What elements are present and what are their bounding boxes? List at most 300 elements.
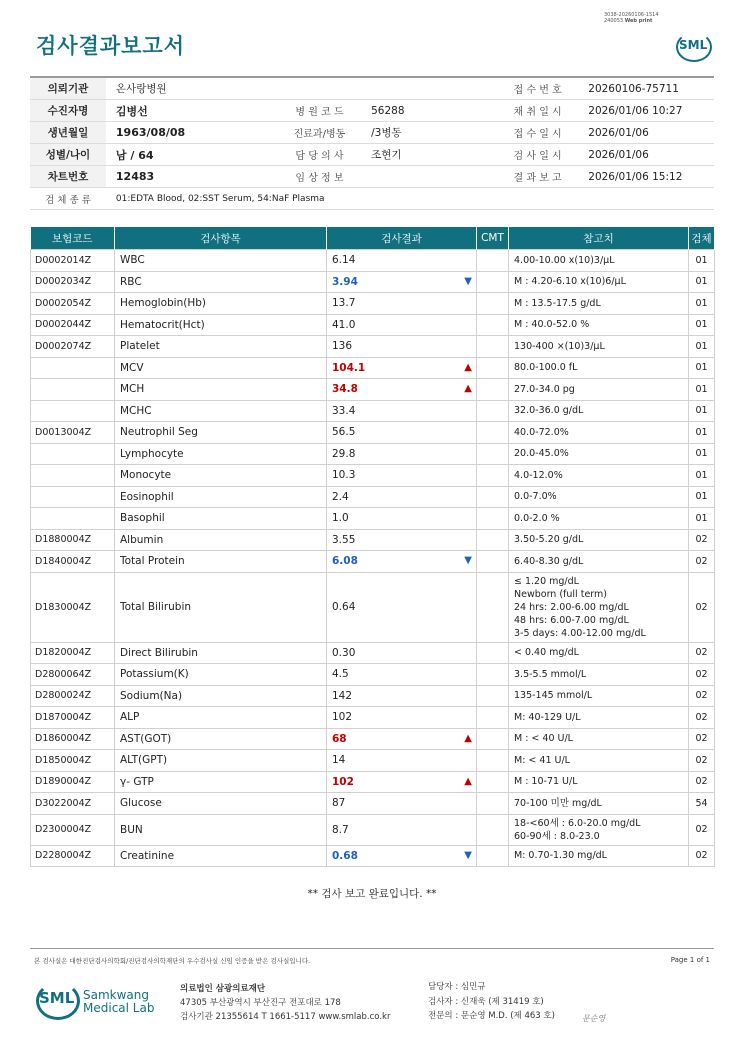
- reference-range-line: 40.0-72.0%: [514, 426, 569, 438]
- info-value: 2026/01/06 10:27: [578, 100, 714, 122]
- result-value-cell: [327, 314, 477, 336]
- result-value-cell: [327, 357, 477, 379]
- info-value: 2026/01/06: [578, 144, 714, 166]
- reference-range-line: 0.0-2.0 %: [514, 512, 560, 524]
- print-meta-code: 240053: [604, 18, 624, 24]
- insurance-code: [31, 379, 115, 401]
- reference-range: [509, 443, 689, 465]
- result-row: [31, 379, 715, 401]
- results-table: [30, 227, 715, 867]
- comment-cell: [477, 664, 509, 686]
- certification-note: 본 검사실은 대한진단검사의학회/진단검사의학재단의 우수검사실 신임 인증을 받은 검사실입니다.: [34, 957, 311, 965]
- insurance-code: D2280004Z: [31, 845, 115, 867]
- result-value: 29.8: [332, 447, 356, 460]
- reference-range-line: M : 40.0-52.0 %: [514, 319, 590, 331]
- result-value: 0.68: [332, 849, 358, 862]
- reference-range: [509, 529, 689, 551]
- result-row: [31, 771, 715, 793]
- high-arrow-icon: ▲: [464, 775, 472, 787]
- reference-range-line: M : 10-71 U/L: [514, 776, 578, 788]
- test-name: Monocyte: [115, 465, 327, 487]
- reference-range-line: 18-<60세 : 6.0-20.0 mg/dL: [514, 817, 641, 829]
- reference-range: [509, 642, 689, 664]
- info-value: 12483: [106, 166, 278, 188]
- column-header: 참고치: [509, 227, 689, 250]
- insurance-code: D0002044Z: [31, 314, 115, 336]
- result-value-cell: [327, 508, 477, 530]
- comment-cell: [477, 845, 509, 867]
- info-row-specimen: [30, 188, 714, 210]
- result-value-cell: [327, 707, 477, 729]
- low-arrow-icon: ▼: [464, 275, 472, 287]
- insurance-code: D1870004Z: [31, 707, 115, 729]
- reference-range-line: 80.0-100.0 fL: [514, 362, 578, 374]
- test-name: MCHC: [115, 400, 327, 422]
- organization-info: [180, 982, 390, 1024]
- specimen-code: 01: [689, 314, 715, 336]
- test-name: Total Protein: [115, 551, 327, 573]
- reference-range-line: 3-5 days: 4.00-12.00 mg/dL: [514, 627, 646, 639]
- info-value: 1963/08/08: [106, 122, 278, 144]
- comment-cell: [477, 379, 509, 401]
- org-name: 의료법인 삼광의료재단: [180, 984, 266, 994]
- specimen-code: 02: [689, 750, 715, 772]
- reference-range: [509, 572, 689, 642]
- insurance-code: D1850004Z: [31, 750, 115, 772]
- comment-cell: [477, 642, 509, 664]
- result-value: 1.0: [332, 512, 349, 525]
- result-row: [31, 443, 715, 465]
- test-name: Lymphocyte: [115, 443, 327, 465]
- test-name: Hemoglobin(Hb): [115, 293, 327, 315]
- result-row: [31, 707, 715, 729]
- info-row: [30, 77, 714, 100]
- result-value-cell: [327, 572, 477, 642]
- staff-tester: 검사자 : 신재욱 (제 31419 호): [428, 996, 544, 1007]
- result-value-cell: [327, 293, 477, 315]
- insurance-code: D3022004Z: [31, 793, 115, 815]
- result-row: [31, 728, 715, 750]
- result-value-cell: [327, 642, 477, 664]
- info-value: 20260106-75711: [578, 77, 714, 100]
- comment-cell: [477, 685, 509, 707]
- comment-cell: [477, 707, 509, 729]
- test-name: Eosinophil: [115, 486, 327, 508]
- result-row: [31, 465, 715, 487]
- lab-name-line2: Medical Lab: [83, 1001, 155, 1015]
- specimen-code: 01: [689, 379, 715, 401]
- reference-range-line: 70-100 미만 mg/dL: [514, 797, 602, 809]
- result-row: [31, 664, 715, 686]
- result-value: 10.3: [332, 469, 356, 482]
- lab-name: [83, 989, 154, 1015]
- column-header: CMT: [477, 227, 509, 250]
- specimen-code: 01: [689, 336, 715, 358]
- result-row: [31, 336, 715, 358]
- info-key: 의뢰기관: [30, 77, 106, 100]
- reference-range: [509, 845, 689, 867]
- result-value-cell: [327, 529, 477, 551]
- info-key: [278, 77, 361, 100]
- info-value: 김병선: [106, 100, 278, 122]
- result-value-cell: [327, 271, 477, 293]
- specimen-code: 02: [689, 707, 715, 729]
- reference-range: [509, 793, 689, 815]
- test-name: Hematocrit(Hct): [115, 314, 327, 336]
- info-value: [361, 77, 497, 100]
- result-value: 6.08: [332, 555, 358, 568]
- info-key: 접 수 일 시: [497, 122, 578, 144]
- test-name: Albumin: [115, 529, 327, 551]
- result-value-cell: [327, 336, 477, 358]
- result-value: 2.4: [332, 490, 349, 503]
- sml-footer-logo-icon: [36, 982, 76, 1018]
- insurance-code: D1840004Z: [31, 551, 115, 573]
- page-number: Page 1 of 1: [670, 956, 710, 964]
- reference-range-line: M: < 41 U/L: [514, 754, 570, 766]
- test-name: Potassium(K): [115, 664, 327, 686]
- reference-range: [509, 750, 689, 772]
- specimen-code: 01: [689, 422, 715, 444]
- specimen-code: 54: [689, 793, 715, 815]
- patient-info-table: [30, 76, 714, 210]
- test-name: Direct Bilirubin: [115, 642, 327, 664]
- reference-range-line: M : 4.20-6.10 x(10)6/μL: [514, 276, 626, 288]
- reference-range: [509, 336, 689, 358]
- reference-range-line: 130-400 ×(10)3/μL: [514, 340, 605, 352]
- info-key: 결 과 보 고: [497, 166, 578, 188]
- reference-range-line: 24 hrs: 2.00-6.00 mg/dL: [514, 601, 629, 613]
- reference-range: [509, 486, 689, 508]
- result-value: 68: [332, 732, 347, 745]
- low-arrow-icon: ▼: [464, 849, 472, 861]
- test-name: MCH: [115, 379, 327, 401]
- test-name: ALP: [115, 707, 327, 729]
- specimen-code: 02: [689, 771, 715, 793]
- reference-range-line: M : < 40 U/L: [514, 733, 573, 745]
- insurance-code: [31, 508, 115, 530]
- result-value-cell: [327, 551, 477, 573]
- reference-range: [509, 814, 689, 845]
- result-value-cell: [327, 793, 477, 815]
- result-value-cell: [327, 845, 477, 867]
- specimen-code: 02: [689, 642, 715, 664]
- specimen-code: 01: [689, 486, 715, 508]
- info-key: 접 수 번 호: [497, 77, 578, 100]
- result-row: [31, 271, 715, 293]
- insurance-code: D1890004Z: [31, 771, 115, 793]
- info-row: [30, 166, 714, 188]
- comment-cell: [477, 486, 509, 508]
- reference-range-line: < 0.40 mg/dL: [514, 647, 579, 659]
- result-value: 3.94: [332, 275, 358, 288]
- info-value: 56288: [361, 100, 497, 122]
- comment-cell: [477, 400, 509, 422]
- test-name: Basophil: [115, 508, 327, 530]
- info-value: 온사랑병원: [106, 77, 278, 100]
- print-meta: [604, 12, 659, 24]
- result-value: 56.5: [332, 426, 356, 439]
- result-value-cell: [327, 400, 477, 422]
- test-name: Total Bilirubin: [115, 572, 327, 642]
- info-key: 검 사 일 시: [497, 144, 578, 166]
- info-value: 남 / 64: [106, 144, 278, 166]
- insurance-code: D1820004Z: [31, 642, 115, 664]
- comment-cell: [477, 422, 509, 444]
- insurance-code: [31, 357, 115, 379]
- result-row: [31, 357, 715, 379]
- insurance-code: [31, 486, 115, 508]
- column-header: 보험코드: [31, 227, 115, 250]
- info-row: [30, 144, 714, 166]
- reference-range-line: 32.0-36.0 g/dL: [514, 405, 584, 417]
- reference-range: [509, 250, 689, 272]
- sml-logo-icon: [676, 32, 710, 60]
- comment-cell: [477, 728, 509, 750]
- result-row: [31, 551, 715, 573]
- specimen-code: 01: [689, 443, 715, 465]
- result-value: 0.30: [332, 646, 356, 659]
- result-value: 102: [332, 711, 353, 724]
- test-name: Neutrophil Seg: [115, 422, 327, 444]
- reference-range-line: 135-145 mmol/L: [514, 690, 593, 702]
- result-row: [31, 250, 715, 272]
- result-value-cell: [327, 250, 477, 272]
- insurance-code: D2800064Z: [31, 664, 115, 686]
- result-value-cell: [327, 379, 477, 401]
- signature: 문순영: [582, 1014, 606, 1023]
- result-value-cell: [327, 664, 477, 686]
- sml-footer-logo-text: SML: [39, 989, 75, 1007]
- specimen-code: 01: [689, 400, 715, 422]
- test-name: WBC: [115, 250, 327, 272]
- staff-in-charge: 담당자 : 심민규: [428, 982, 486, 992]
- result-value: 0.64: [332, 601, 356, 613]
- reference-range: [509, 465, 689, 487]
- test-name: Creatinine: [115, 845, 327, 867]
- specimen-value: 01:EDTA Blood, 02:SST Serum, 54:NaF Plasma: [106, 188, 714, 210]
- info-key: 진료과/병동: [278, 122, 361, 144]
- insurance-code: D1830004Z: [31, 572, 115, 642]
- result-row: [31, 572, 715, 642]
- comment-cell: [477, 551, 509, 573]
- reference-range: [509, 314, 689, 336]
- specimen-code: 02: [689, 685, 715, 707]
- result-row: [31, 293, 715, 315]
- insurance-code: [31, 465, 115, 487]
- sml-logo-text: SML: [679, 38, 708, 52]
- result-row: [31, 814, 715, 845]
- reference-range: [509, 271, 689, 293]
- result-value-cell: [327, 486, 477, 508]
- info-key: 병 원 코 드: [278, 100, 361, 122]
- result-row: [31, 845, 715, 867]
- insurance-code: D0002034Z: [31, 271, 115, 293]
- result-value-cell: [327, 814, 477, 845]
- reference-range-line: 20.0-45.0%: [514, 448, 569, 460]
- info-key: 성별/나이: [30, 144, 106, 166]
- report-complete-text: ** 검사 보고 완료입니다. **: [307, 888, 437, 900]
- result-row: [31, 793, 715, 815]
- lab-name-line1: Samkwang: [83, 988, 149, 1002]
- specimen-code: 02: [689, 664, 715, 686]
- reference-range-line: 6.40-8.30 g/dL: [514, 555, 584, 567]
- insurance-code: D2300004Z: [31, 814, 115, 845]
- result-value-cell: [327, 728, 477, 750]
- comment-cell: [477, 314, 509, 336]
- comment-cell: [477, 357, 509, 379]
- results-header-row: [31, 227, 715, 250]
- result-value-cell: [327, 465, 477, 487]
- result-value-cell: [327, 422, 477, 444]
- comment-cell: [477, 814, 509, 845]
- specimen-code: 01: [689, 465, 715, 487]
- comment-cell: [477, 529, 509, 551]
- test-name: Sodium(Na): [115, 685, 327, 707]
- result-value: 4.5: [332, 668, 349, 681]
- reference-range: [509, 422, 689, 444]
- specimen-code: 02: [689, 814, 715, 845]
- info-key: 생년월일: [30, 122, 106, 144]
- test-name: RBC: [115, 271, 327, 293]
- result-row: [31, 508, 715, 530]
- reference-range: [509, 293, 689, 315]
- reference-range-line: M: 40-129 U/L: [514, 711, 581, 723]
- staff-info: [428, 980, 555, 1024]
- info-value: 2026/01/06: [578, 122, 714, 144]
- print-meta-label: Web print: [624, 18, 653, 24]
- staff-specialist: 전문의 : 문순영 M.D. (제 463 호): [428, 1011, 555, 1021]
- reference-range-line: 60-90세 : 8.0-23.0: [514, 830, 600, 842]
- comment-cell: [477, 572, 509, 642]
- info-key: 차트번호: [30, 166, 106, 188]
- reference-range: [509, 551, 689, 573]
- high-arrow-icon: ▲: [464, 732, 472, 744]
- info-value: /3병동: [361, 122, 497, 144]
- specimen-code: 01: [689, 357, 715, 379]
- info-key: 담 당 의 사: [278, 144, 361, 166]
- info-value: 조현기: [361, 144, 497, 166]
- result-row: [31, 486, 715, 508]
- comment-cell: [477, 443, 509, 465]
- high-arrow-icon: ▲: [464, 361, 472, 373]
- info-value: 2026/01/06 15:12: [578, 166, 714, 188]
- org-contact: 검사기관 21355614 T 1661-5117 www.smlab.co.kr: [180, 1012, 391, 1022]
- comment-cell: [477, 508, 509, 530]
- test-name: BUN: [115, 814, 327, 845]
- result-value: 33.4: [332, 404, 356, 417]
- reference-range: [509, 707, 689, 729]
- comment-cell: [477, 465, 509, 487]
- reference-range-line: 3.5-5.5 mmol/L: [514, 668, 587, 680]
- report-title: 검사결과보고서: [36, 34, 186, 58]
- specimen-label: 검 체 종 류: [30, 188, 106, 210]
- result-value: 142: [332, 689, 353, 702]
- column-header: 검사결과: [327, 227, 477, 250]
- result-row: [31, 314, 715, 336]
- column-header: 검사항목: [115, 227, 327, 250]
- insurance-code: [31, 443, 115, 465]
- result-value: 14: [332, 754, 346, 767]
- print-meta-line1: 3038-20260106-1514: [604, 12, 659, 18]
- reference-range: [509, 771, 689, 793]
- reference-range: [509, 664, 689, 686]
- info-key: 수진자명: [30, 100, 106, 122]
- comment-cell: [477, 271, 509, 293]
- result-value: 13.7: [332, 297, 356, 310]
- insurance-code: D2800024Z: [31, 685, 115, 707]
- footer-divider: [30, 948, 714, 949]
- reference-range: [509, 685, 689, 707]
- result-row: [31, 750, 715, 772]
- info-value: [361, 166, 497, 188]
- reference-range-line: 27.0-34.0 pg: [514, 383, 575, 395]
- insurance-code: D0013004Z: [31, 422, 115, 444]
- low-arrow-icon: ▼: [464, 555, 472, 566]
- reference-range-line: 48 hrs: 6.00-7.00 mg/dL: [514, 614, 629, 626]
- comment-cell: [477, 250, 509, 272]
- comment-cell: [477, 793, 509, 815]
- specimen-code: 01: [689, 250, 715, 272]
- comment-cell: [477, 336, 509, 358]
- reference-range: [509, 400, 689, 422]
- result-value: 41.0: [332, 318, 356, 331]
- result-row: [31, 642, 715, 664]
- result-row: [31, 422, 715, 444]
- reference-range-line: 3.50-5.20 g/dL: [514, 534, 584, 546]
- insurance-code: D0002014Z: [31, 250, 115, 272]
- info-row: [30, 122, 714, 144]
- test-name: ALT(GPT): [115, 750, 327, 772]
- reference-range-line: M: 0.70-1.30 mg/dL: [514, 850, 607, 862]
- reference-range-line: Newborn (full term): [514, 588, 607, 600]
- insurance-code: D0002074Z: [31, 336, 115, 358]
- specimen-code: 02: [689, 529, 715, 551]
- reference-range-line: 4.0-12.0%: [514, 469, 563, 481]
- org-address: 47305 부산광역시 부산진구 전포대로 178: [180, 998, 341, 1008]
- column-header: 검체: [689, 227, 715, 250]
- specimen-code: 02: [689, 845, 715, 867]
- reference-range: [509, 357, 689, 379]
- reference-range-line: M : 13.5-17.5 g/dL: [514, 297, 601, 309]
- comment-cell: [477, 293, 509, 315]
- result-value: 102: [332, 775, 354, 788]
- result-row: [31, 529, 715, 551]
- info-key: 채 취 일 시: [497, 100, 578, 122]
- reference-range: [509, 508, 689, 530]
- test-name: Platelet: [115, 336, 327, 358]
- reference-range-line: 0.0-7.0%: [514, 491, 557, 503]
- specimen-code: 01: [689, 508, 715, 530]
- reference-range: [509, 728, 689, 750]
- insurance-code: D0002054Z: [31, 293, 115, 315]
- result-value: 3.55: [332, 533, 356, 546]
- result-value: 8.7: [332, 823, 349, 836]
- result-value-cell: [327, 443, 477, 465]
- result-value: 87: [332, 797, 346, 810]
- result-value-cell: [327, 750, 477, 772]
- high-arrow-icon: ▲: [464, 383, 472, 394]
- info-key: 임 상 정 보: [278, 166, 361, 188]
- specimen-code: 02: [689, 572, 715, 642]
- specimen-code: 01: [689, 293, 715, 315]
- insurance-code: [31, 400, 115, 422]
- comment-cell: [477, 771, 509, 793]
- result-value-cell: [327, 685, 477, 707]
- result-value: 34.8: [332, 383, 358, 396]
- result-value: 136: [332, 340, 353, 353]
- reference-range: [509, 379, 689, 401]
